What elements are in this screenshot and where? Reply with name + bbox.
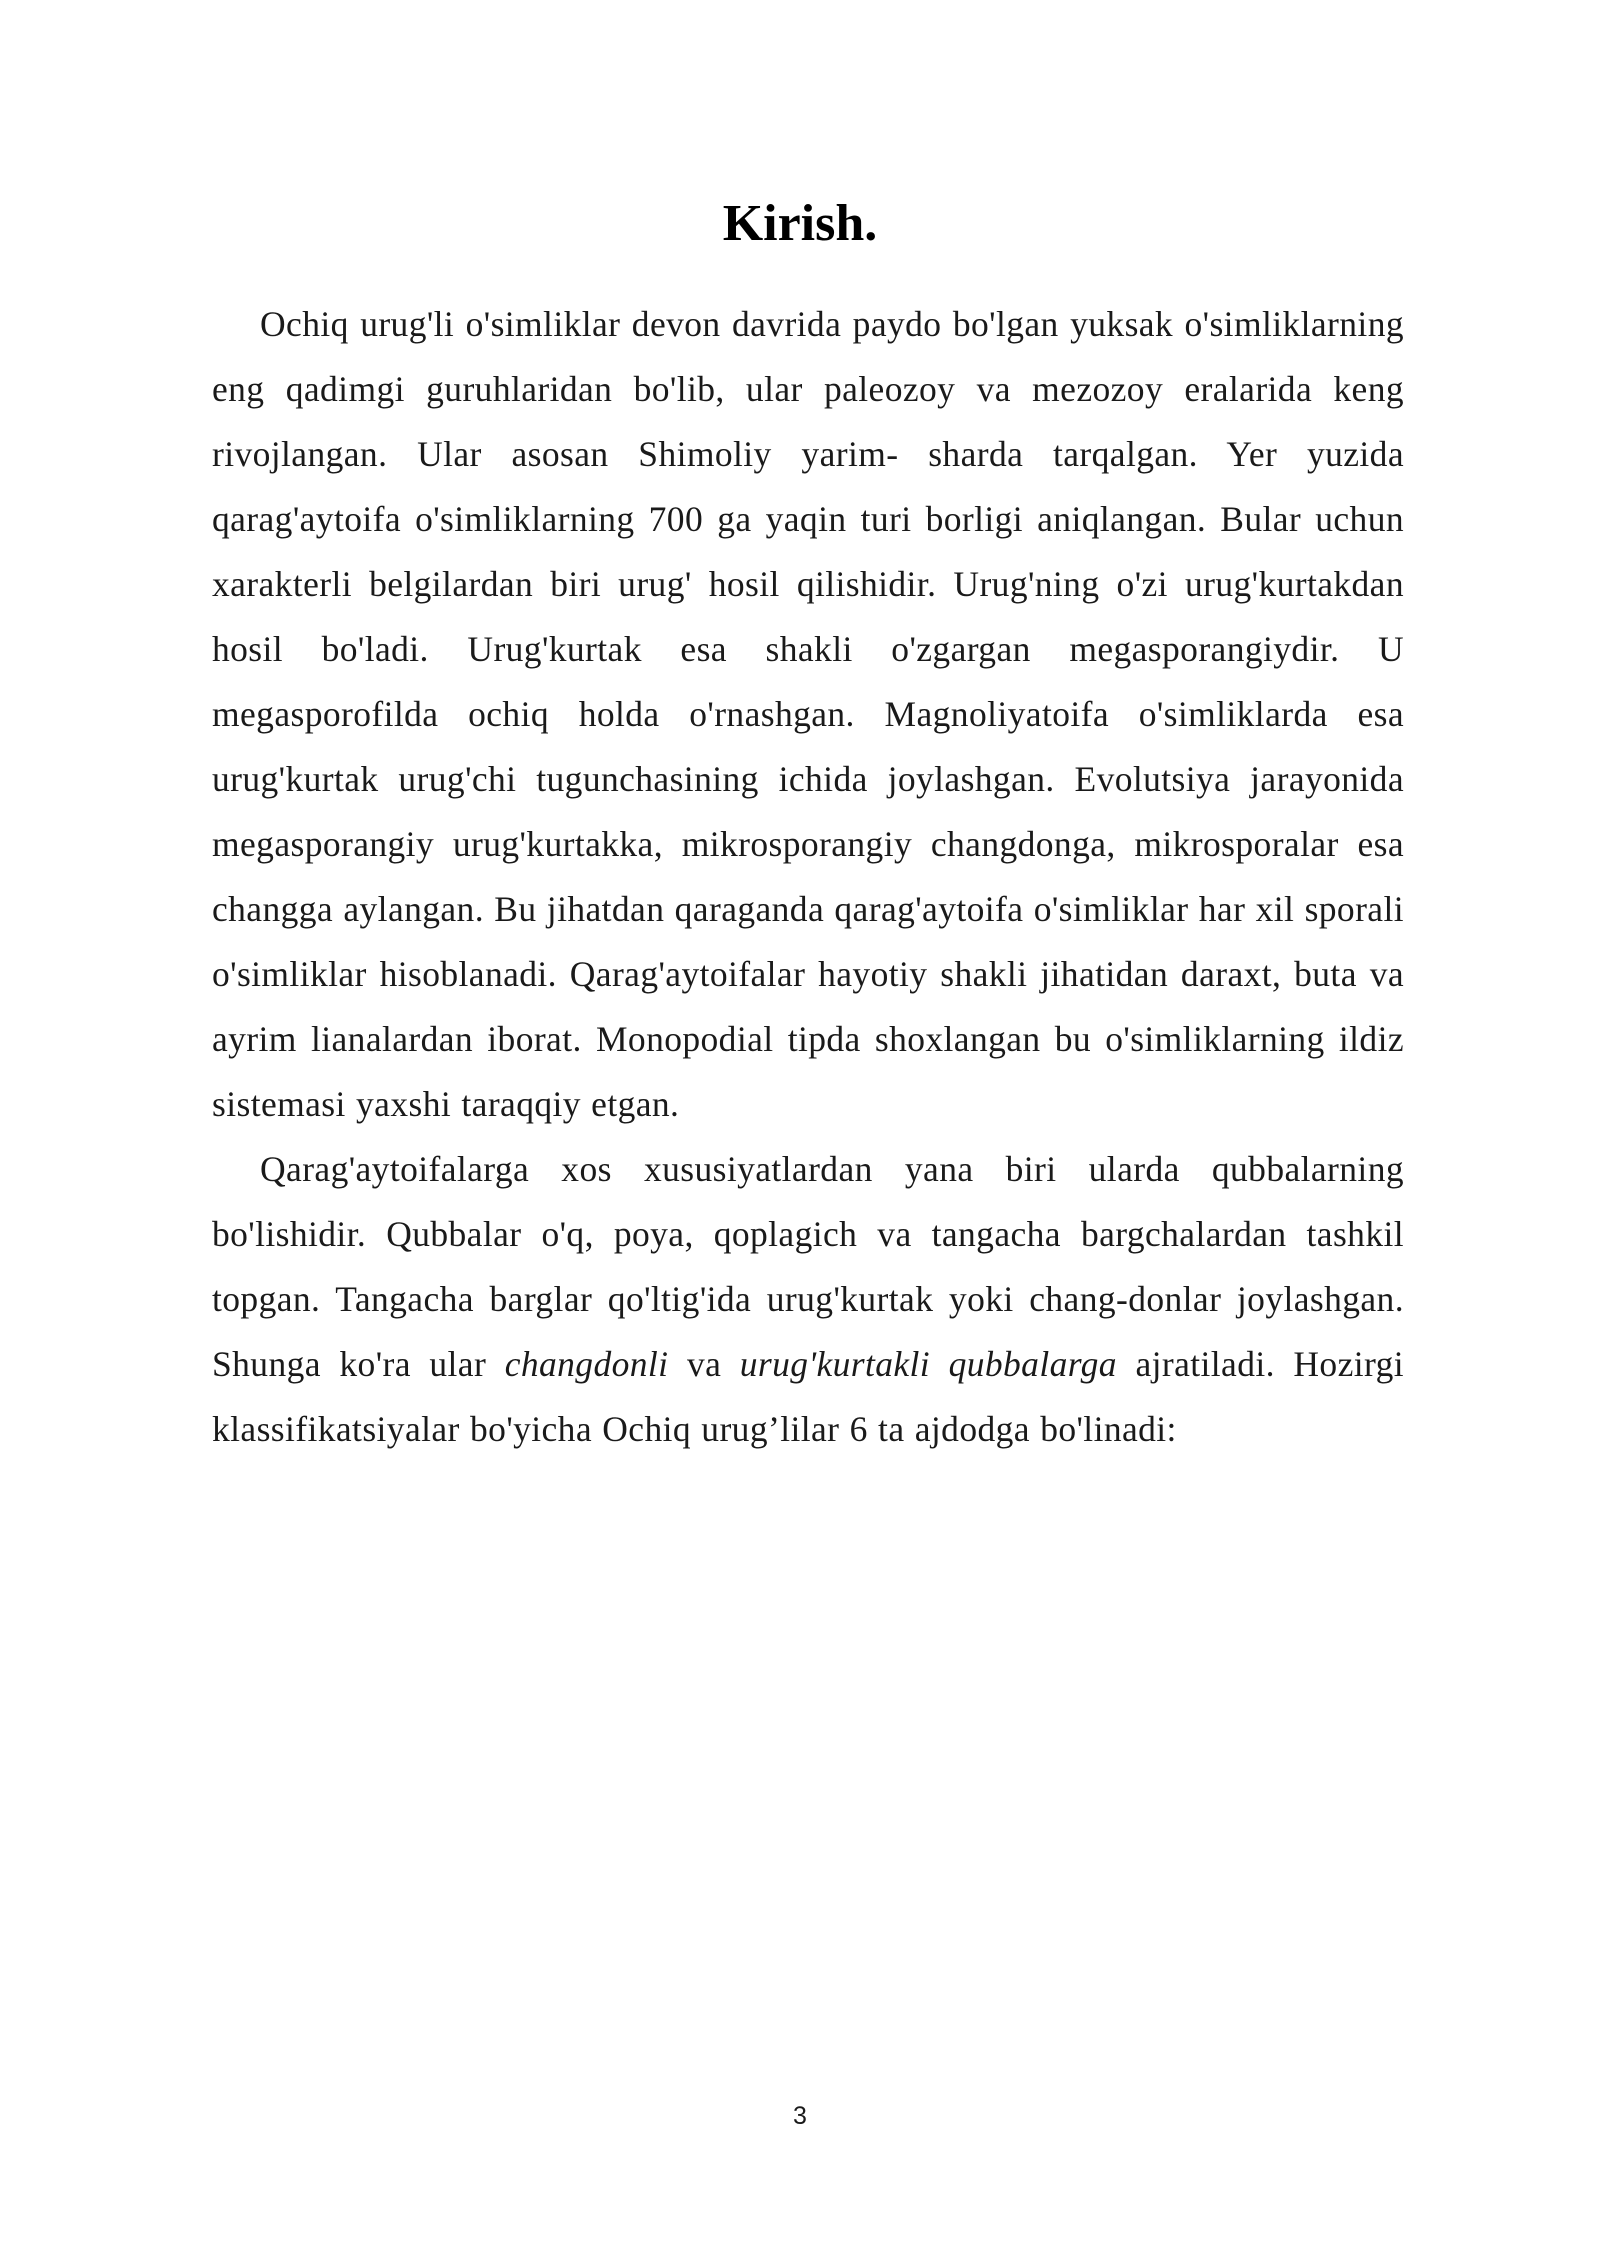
paragraph-1: Ochiq urug'li o'simliklar devon davrida paydo bo'lgan yuksak o'simliklarning eng qadimgi guruhlaridan bo'lib, ular paleozoy va mezozoy eralarida keng rivojlangan. Ular asosan Shimoliy yarim- sharda tarqalgan. Yer yuzida qarag'aytoifa o'simliklarning 700 ga yaqin turi borligi aniqlangan. Bular uchun xarakterli belgilardan biri urug' hosil qilishidir. Urug'ning o'zi urug'kurtakdan hosil bo'ladi. Urug'kurtak esa shakli o'zgargan megasporangiydir. U megasporofilda ochiq holda o'rnashgan. Magnoliyatoifa o'simliklarda esa urug'kurtak urug'chi tugunchasining ichida joylashgan. Evolutsiya jarayonida megasporangiy urug'kurtakka, mikrosporangiy changdonga, mikrosporalar esa changga aylangan. Bu jihatdan qaraganda qarag'aytoifa o'simliklar har xil sporali o'simliklar hisoblanadi. Qarag'aytoifalar hayotiy shakli jihatidan daraxt, buta va ayrim lianalardan iborat. Monopodial tipda shoxlangan bu o'simliklarning ildiz sistemasi yaxshi taraqqiy etgan. bbox=[212, 304, 1404, 1124]
body-text bbox=[212, 292, 1404, 1462]
page-title: Kirish. bbox=[722, 198, 878, 252]
paragraph-2-text-part-2: va bbox=[668, 1344, 740, 1384]
page-number: 3 bbox=[793, 2102, 807, 2130]
paragraph-2-text-part-1: Qarag'aytoifalarga xos xususiyatlardan yana biri ularda qubbalarning bo'lishidir. Qubbalar o'q, poya, qoplagich va tangacha bargchalardan tashkil topgan. Tangacha barglar qo'ltig'ida urug'kurtak yoki chang-donlar joylashgan. Shunga ko'ra ular bbox=[212, 1149, 1404, 1384]
paragraph-2-text-part-3: ajratiladi. Hozirgi klassifikatsiyalar bo'yicha Ochiq urug’lilar 6 ta ajdodga bo'linadi: bbox=[212, 1344, 1404, 1449]
italic-term-urugkurtakli: urug'kurtakli qubbalarga bbox=[739, 1344, 1117, 1384]
italic-term-changdonli: changdonli bbox=[504, 1344, 669, 1384]
paragraph-2 bbox=[212, 1137, 1404, 1462]
